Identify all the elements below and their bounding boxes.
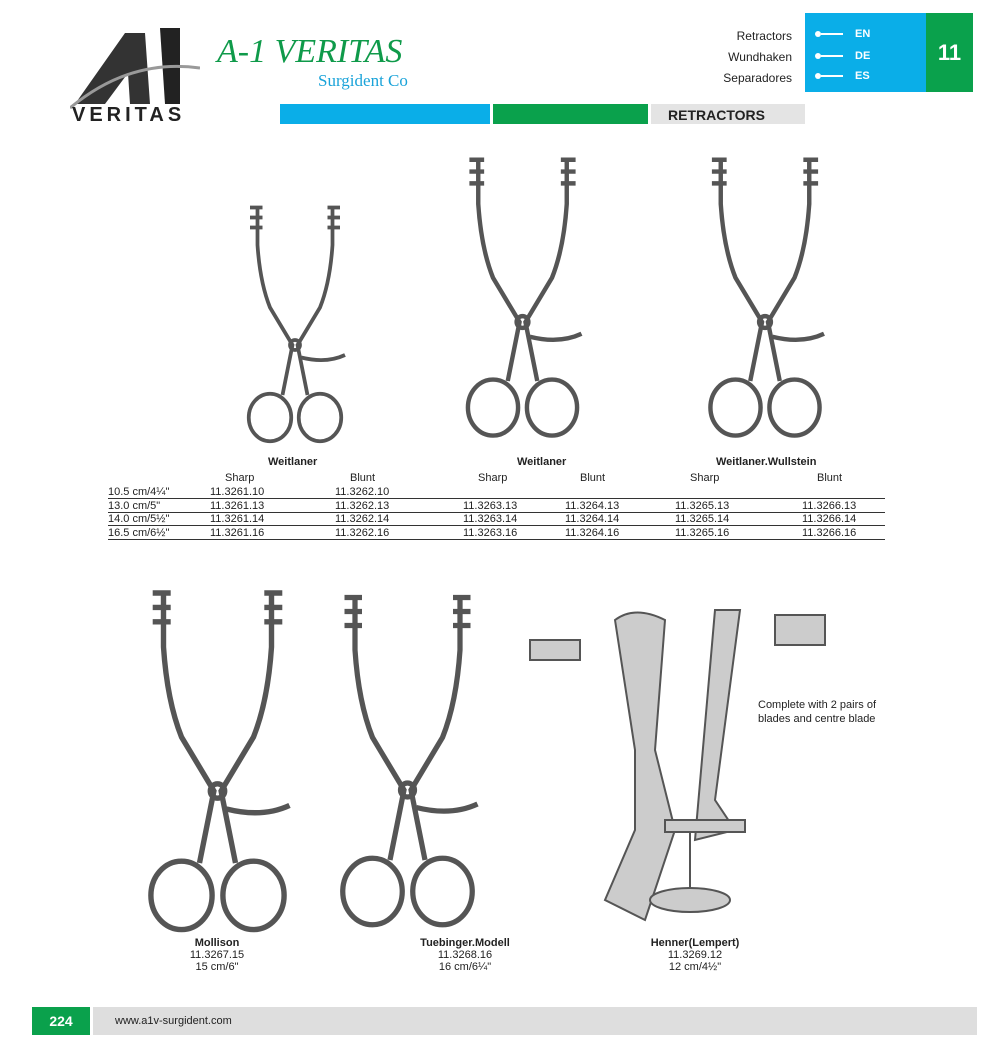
code-cell: 11.3261.16 — [210, 527, 265, 539]
henner-image — [525, 600, 835, 930]
code-cell: 11.3264.16 — [565, 527, 620, 539]
size-cell: 13.0 cm/5" — [108, 500, 161, 512]
language-box — [805, 13, 926, 92]
lang-code: EN — [855, 27, 871, 40]
brand-subtitle: Surgident Co — [318, 71, 408, 90]
product-caption: Mollison 11.3267.15 15 cm/6" — [189, 937, 245, 973]
code-cell: 11.3264.13 — [565, 500, 620, 512]
size-cell: 16.5 cm/6½" — [108, 527, 170, 539]
row-divider — [108, 498, 885, 499]
code-cell: 11.3263.13 — [463, 500, 518, 512]
language-labels — [690, 26, 792, 89]
code-cell: 11.3262.16 — [335, 527, 390, 539]
green-bar — [493, 104, 648, 124]
code-cell: 11.3266.13 — [802, 500, 857, 512]
code-cell: 11.3266.14 — [802, 513, 857, 525]
footer-url[interactable]: www.a1v-surgident.com — [93, 1007, 977, 1035]
column-header: Sharp — [478, 472, 508, 484]
code-cell: 11.3262.14 — [335, 513, 390, 525]
lang-code: DE — [855, 49, 871, 62]
lang-label: Retractors — [736, 29, 792, 43]
code-cell: 11.3262.13 — [335, 500, 390, 512]
code-cell: 11.3263.16 — [463, 527, 518, 539]
blue-bar — [280, 104, 490, 124]
product-caption: Tuebinger.Modell 11.3268.16 16 cm/6¼" — [420, 937, 510, 973]
weitlaner-image — [445, 145, 600, 440]
tuebinger-image — [320, 575, 495, 935]
group-header: Weitlaner.Wullstein — [716, 456, 817, 468]
lang-label: Wundhaken — [728, 50, 792, 64]
column-header: Blunt — [350, 472, 376, 484]
code-cell: 11.3265.13 — [675, 500, 730, 512]
column-header: Blunt — [817, 472, 843, 484]
row-divider — [108, 539, 885, 540]
code-cell: 11.3262.10 — [335, 486, 390, 498]
henner-note: Complete with 2 pairs of blades and centre blade — [758, 699, 876, 725]
column-header: Sharp — [690, 472, 720, 484]
product-caption: Henner(Lempert) 11.3269.12 12 cm/4½" — [650, 937, 740, 973]
page-number: 224 — [32, 1007, 90, 1035]
code-cell: 11.3261.10 — [210, 486, 265, 498]
mollison-image — [125, 575, 310, 935]
section-title: RETRACTORS — [651, 104, 805, 124]
size-cell: 10.5 cm/4¼" — [108, 486, 170, 498]
code-cell: 11.3266.16 — [802, 527, 857, 539]
section-number: 11 — [926, 13, 973, 92]
group-header: Weitlaner — [268, 456, 318, 468]
code-cell: 11.3261.13 — [210, 500, 265, 512]
lang-label: Separadores — [723, 71, 792, 85]
row-divider — [108, 525, 885, 526]
code-cell: 11.3265.16 — [675, 527, 730, 539]
code-cell: 11.3264.14 — [565, 513, 620, 525]
column-header: Sharp — [225, 472, 255, 484]
column-header: Blunt — [580, 472, 606, 484]
code-cell: 11.3263.14 — [463, 513, 518, 525]
size-cell: 14.0 cm/5½" — [108, 513, 170, 525]
lang-code: ES — [855, 69, 870, 82]
logo-text: VERITAS — [72, 104, 186, 126]
group-header: Weitlaner — [517, 456, 567, 468]
weitlaner-image — [225, 195, 365, 445]
code-cell: 11.3265.14 — [675, 513, 730, 525]
weitlaner-wullstein-image — [680, 145, 850, 440]
brand-name: A-1 VERITAS — [217, 33, 403, 70]
code-cell: 11.3261.14 — [210, 513, 265, 525]
